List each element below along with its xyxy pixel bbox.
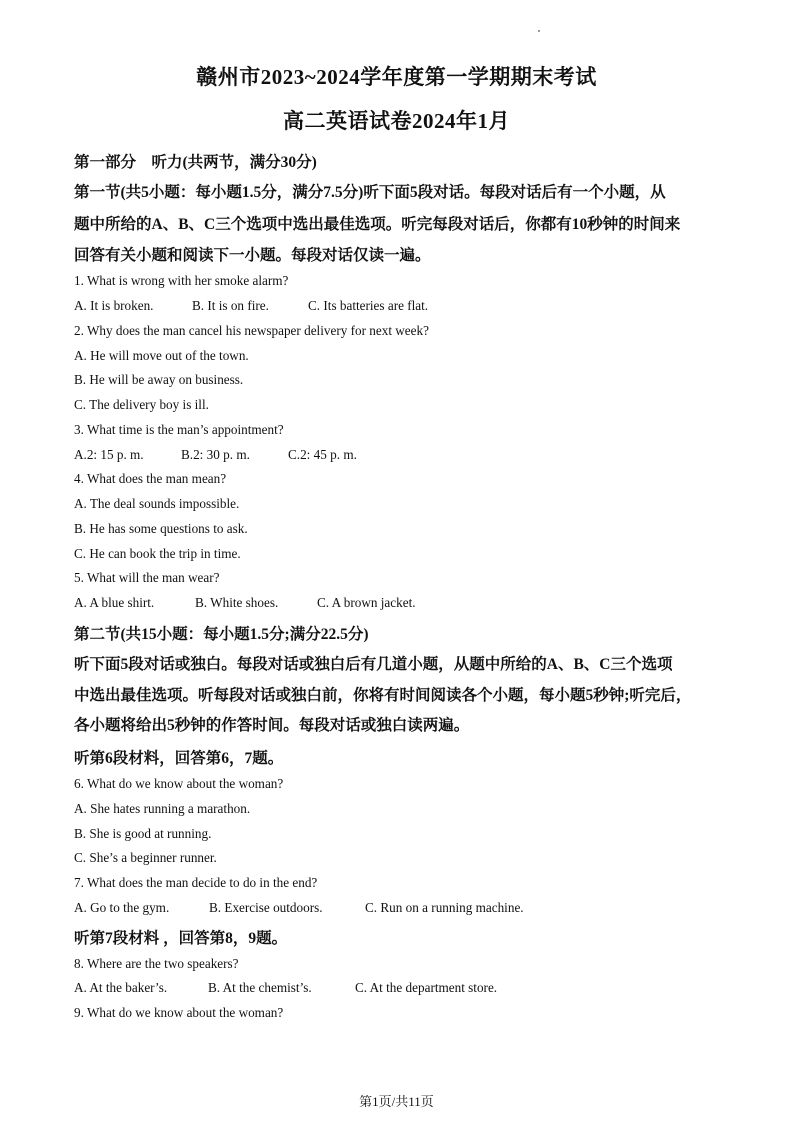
question-6: 6. What do we know about the woman? (74, 776, 284, 791)
question-9: 9. What do we know about the woman? (74, 1005, 284, 1020)
question-1-options (74, 298, 719, 314)
part1-heading: 第一部分 听力(共两节，满分30分) (74, 154, 317, 171)
question-7: 7. What does the man decide to do in the end? (74, 875, 318, 890)
option-b: B.2: 30 p. m. (181, 447, 250, 462)
question-2-option-b: B. He will be away on business. (74, 372, 244, 387)
option-b: B. It is on fire. (192, 298, 269, 313)
section1-instruction-line-3: 回答有关小题和阅读下一小题。每段对话仅读一遍。 (74, 247, 431, 264)
question-6-option-b: B. She is good at running. (74, 826, 212, 841)
page-number: 第1页/共11页 (359, 1094, 434, 1109)
option-a: A. At the baker’s. (74, 980, 168, 995)
exam-subtitle: 高二英语试卷2024年1月 (283, 109, 510, 133)
option-c: C. Run on a running machine. (365, 900, 524, 915)
question-8-options (74, 980, 719, 996)
option-a: A. It is broken. (74, 298, 154, 313)
option-b: B. At the chemist’s. (208, 980, 312, 995)
question-4-option-b: B. He has some questions to ask. (74, 521, 248, 536)
question-3-options (74, 447, 719, 463)
question-2-option-c: C. The delivery boy is ill. (74, 397, 209, 412)
option-b: B. White shoes. (195, 595, 279, 610)
question-7-options (74, 900, 719, 916)
question-4: 4. What does the man mean? (74, 471, 227, 486)
section2-heading: 第二节(共15小题：每小题1.5分;满分22.5分) (74, 626, 369, 643)
question-2-option-a: A. He will move out of the town. (74, 348, 249, 363)
option-c: C.2: 45 p. m. (288, 447, 357, 462)
material-6-heading: 听第6段材料，回答第6，7题。 (74, 750, 284, 767)
question-6-option-c: C. She’s a beginner runner. (74, 850, 217, 865)
question-4-option-a: A. The deal sounds impossible. (74, 496, 240, 511)
speck-mark (538, 30, 540, 32)
question-8: 8. Where are the two speakers? (74, 956, 239, 971)
question-1: 1. What is wrong with her smoke alarm? (74, 273, 289, 288)
section1-instruction-line-1: 第一节(共5小题：每小题1.5分，满分7.5分)听下面5段对话。每段对话后有一个小题，从 (74, 184, 666, 201)
section1-instruction-line-2: 题中所给的A、B、C三个选项中选出最佳选项。听完每段对话后，你都有10秒钟的时间来 (74, 216, 681, 233)
option-a: A. Go to the gym. (74, 900, 170, 915)
exam-title: 赣州市2023~2024学年度第一学期期末考试 (196, 65, 597, 89)
question-6-option-a: A. She hates running a marathon. (74, 801, 251, 816)
section2-instruction-line-2: 中选出最佳选项。听每段对话或独白前，你将有时间阅读各个小题，每小题5秒钟;听完后， (74, 687, 692, 704)
option-c: C. A brown jacket. (317, 595, 416, 610)
option-c: C. At the department store. (355, 980, 498, 995)
question-5-options (74, 595, 719, 611)
option-a: A. A blue shirt. (74, 595, 155, 610)
section2-instruction-line-3: 各小题将给出5秒钟的作答时间。每段对话或独白读两遍。 (74, 717, 470, 734)
option-b: B. Exercise outdoors. (209, 900, 323, 915)
material-7-heading: 听第7段材料 ，回答第8，9题。 (74, 930, 288, 947)
question-2: 2. Why does the man cancel his newspaper delivery for next week? (74, 323, 429, 338)
question-5: 5. What will the man wear? (74, 570, 220, 585)
option-a: A.2: 15 p. m. (74, 447, 144, 462)
section2-instruction-line-1: 听下面5段对话或独白。每段对话或独白后有几道小题，从题中所给的A、B、C三个选项 (74, 656, 673, 673)
option-c: C. Its batteries are flat. (308, 298, 429, 313)
question-3: 3. What time is the man’s appointment? (74, 422, 284, 437)
question-4-option-c: C. He can book the trip in time. (74, 546, 241, 561)
